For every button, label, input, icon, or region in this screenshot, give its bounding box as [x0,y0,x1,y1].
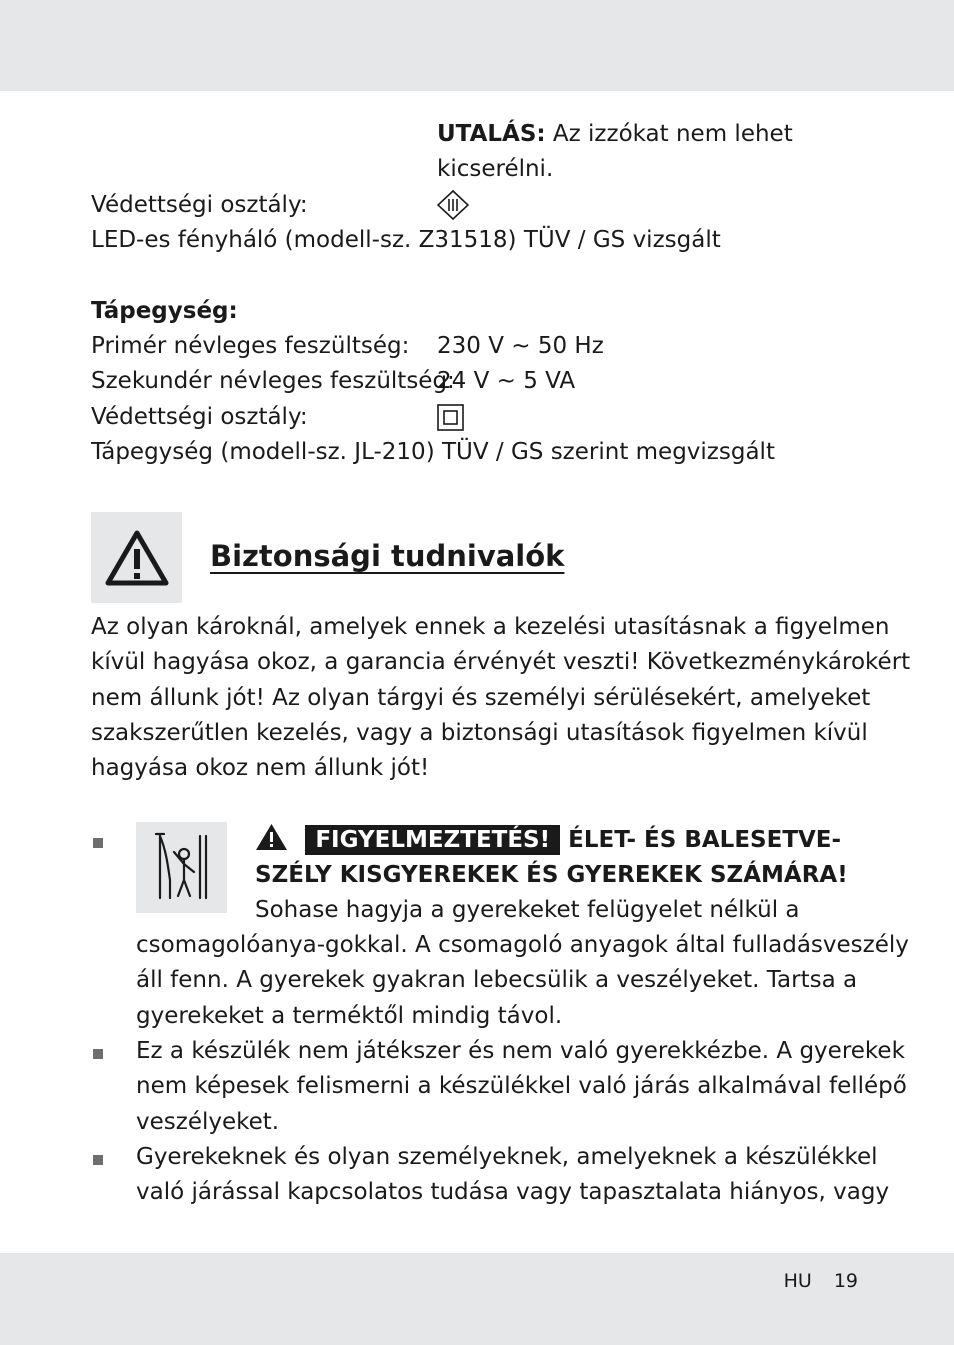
led-tuv: LED-es fényháló (modell-sz. Z31518) TÜV / GS vizsgált [91,227,721,253]
warning-text [136,928,909,1034]
bullet-text-line: nem képesek felismerni a készülékkel való járás alkalmával fellépő [136,1073,907,1100]
note-line-2: kicserélni. [437,156,554,182]
psu-secondary-label: Szekundér névleges feszültség: [91,368,455,394]
warning-text-line: Sohase hagyja a gyerekeket felügyelet nélkül a [255,897,800,923]
safety-intro-line: hagyása okoz nem állunk jót! [91,755,430,782]
safety-intro-line: Az olyan károknál, amelyek ennek a kezelési utasításnak a figyelmen [91,614,890,640]
bullet-marker [93,838,103,848]
bullet-text [136,1140,889,1211]
note-label: UTALÁS: [437,121,546,147]
warning-triangle-box [91,512,182,603]
safety-heading: Biztonsági tudnivalók [210,539,565,573]
bullet-marker [93,1049,103,1059]
bullet-text-line: való járással kapcsolatos tudása vagy tapasztalata hiányos, vagy [136,1179,890,1206]
psu-heading: Tápegység: [91,298,238,324]
warning-triangle-small-icon [255,823,288,851]
child-danger-icon [150,830,214,906]
bullet-text-line: Gyerekeknek és olyan személyeknek, amelyeknek a készülékkel [136,1144,878,1170]
protection-class-iii-icon [437,190,469,220]
footer-language: HU [783,1270,812,1292]
warning-label: FIGYELMEZTETÉS! [305,825,560,855]
protection-class-ii-icon [437,404,464,431]
note-text: Az izzókat nem lehet [545,121,793,147]
psu-primary-value: 230 V ~ 50 Hz [437,333,604,359]
safety-intro-line: nem állunk jót! Az olyan tárgyi és személyi sérülésekért, amelyeket [91,684,871,711]
psu-secondary-value: 24 V ~ 5 VA [437,368,576,394]
warning-text-line: csomagolóanya-gokkal. A csomagoló anyagok által fulladásveszély [136,932,909,958]
bullet-text-line: veszélyeket. [136,1108,280,1135]
child-danger-box [136,822,227,913]
warning-title-2: SZÉLY KISGYEREKEK ÉS GYEREKEK SZÁMÁRA! [255,862,848,888]
bullet-marker [93,1155,103,1165]
led-protection-label: Védettségi osztály: [91,192,308,218]
safety-intro-line: kívül hagyása okoz, a garancia érvényét veszti! Következménykárokért [91,649,911,676]
safety-intro-line: szakszerűtlen kezelés, vagy a biztonsági utasítások figyelmen kívül [91,719,868,746]
warning-title-1: ÉLET- ÉS BALESETVE- [560,827,842,853]
psu-primary-label: Primér névleges feszültség: [91,333,410,359]
warning-triangle-icon [105,530,169,586]
header-band [0,0,954,91]
safety-intro [91,610,911,786]
note-line-1 [437,117,793,152]
page-footer [784,1268,858,1294]
warning-text-line: gyerekeket a terméktől mindig távol. [136,1002,563,1029]
psu-protection-label: Védettségi osztály: [91,404,308,430]
bullet-text-line: Ez a készülék nem játékszer és nem való gyerekkézbe. A gyerekek [136,1038,905,1064]
footer-band [0,1253,954,1345]
warning-text-line: áll fenn. A gyerekek gyakran lebecsülik a veszélyeket. Tartsa a [136,967,858,994]
psu-tuv: Tápegység (modell-sz. JL-210) TÜV / GS szerint megvizsgált [91,439,775,465]
page-number: 19 [833,1270,858,1292]
bullet-text [136,1034,907,1140]
warning-title-line-1 [255,823,841,858]
